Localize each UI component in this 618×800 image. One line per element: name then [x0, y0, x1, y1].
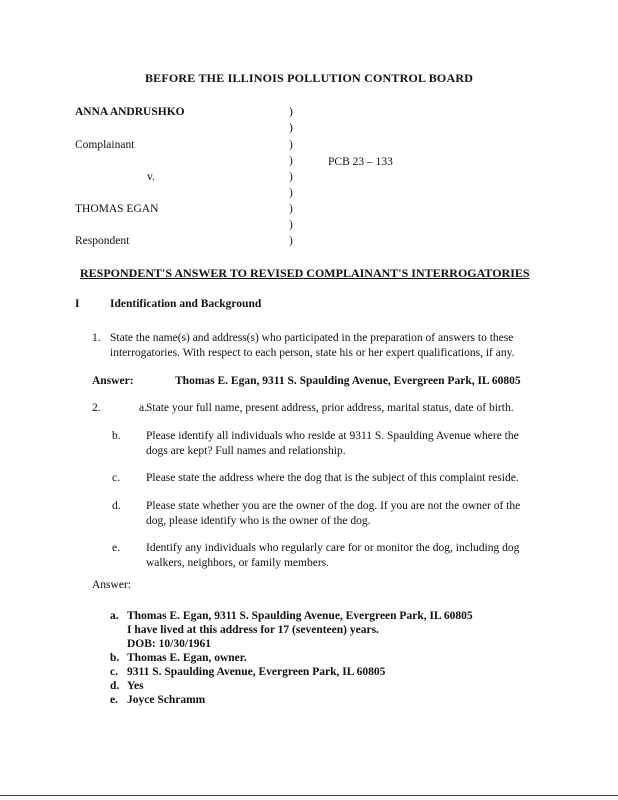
answer-letter: d.	[110, 680, 120, 692]
caption-paren: )	[289, 106, 293, 118]
sub-question-text: walkers, neighbors, or family members.	[146, 557, 329, 569]
sub-question-text: Please state the address where the dog that is the subject of this complaint reside.	[146, 472, 519, 484]
document-title: BEFORE THE ILLINOIS POLLUTION CONTROL BOARD	[144, 71, 474, 85]
answer-text: Yes	[127, 680, 144, 692]
question-number: 1.	[92, 332, 101, 344]
answer-letter: c.	[110, 666, 118, 678]
sub-question-text: dogs are kept? Full names and relationship.	[146, 445, 346, 457]
versus-label: v.	[147, 171, 155, 183]
page-bottom-rule	[0, 795, 618, 796]
answer-text: 9311 S. Spaulding Avenue, Evergreen Park, IL 60805	[127, 666, 386, 678]
section-number: I	[75, 298, 80, 310]
caption-paren: )	[289, 219, 293, 231]
question-number: 2.	[92, 402, 101, 414]
sub-question-text: dog, please identify who is the owner of the dog.	[146, 515, 371, 527]
caption-paren: )	[289, 122, 293, 134]
respondent-role: Respondent	[75, 235, 130, 247]
complainant-role: Complainant	[75, 139, 135, 151]
sub-question-text: Please state whether you are the owner of the dog. If you are not the owner of the	[146, 500, 521, 512]
caption-paren: )	[289, 171, 293, 183]
section-title: Identification and Background	[110, 298, 262, 310]
sub-question-letter: b.	[112, 430, 121, 442]
question-text: interrogatories. With respect to each person, state his or her expert qualifications, if any.	[110, 347, 515, 359]
caption-paren: )	[289, 187, 293, 199]
answer-text: Thomas E. Egan, 9311 S. Spaulding Avenue, Evergreen Park, IL 60805	[127, 610, 473, 622]
answer-letter: e.	[110, 694, 118, 706]
sub-question-letter: a.	[139, 402, 147, 414]
caption-paren: )	[289, 235, 293, 247]
answer-text: Joyce Schramm	[127, 694, 206, 706]
sub-question-text: Identify any individuals who regularly care for or monitor the dog, including dog	[146, 542, 520, 554]
case-number: PCB 23 – 133	[328, 156, 393, 168]
complainant-name: ANNA ANDRUSHKO	[75, 106, 185, 118]
caption-paren: )	[289, 139, 293, 151]
caption-paren: )	[289, 155, 293, 167]
sub-question-letter: d.	[112, 500, 121, 512]
question-text: State the name(s) and address(s) who participated in the preparation of answers to these	[110, 332, 514, 344]
answer-label: Answer:	[92, 375, 134, 387]
document-heading: RESPONDENT'S ANSWER TO REVISED COMPLAINANT'S INTERROGATORIES	[80, 266, 530, 280]
sub-question-text: Please identify all individuals who reside at 9311 S. Spaulding Avenue where the	[146, 430, 519, 442]
answer-label: Answer:	[92, 579, 131, 591]
answer-letter: b.	[110, 652, 120, 664]
respondent-name: THOMAS EGAN	[75, 203, 159, 215]
answer-text: Thomas E. Egan, owner.	[127, 652, 247, 664]
caption-paren: )	[289, 203, 293, 215]
answer-text: Thomas E. Egan, 9311 S. Spaulding Avenue, Evergreen Park, IL 60805	[175, 375, 521, 387]
sub-question-text: State your full name, present address, prior address, marital status, date of birth.	[146, 402, 514, 414]
answer-text: I have lived at this address for 17 (seventeen) years.	[127, 624, 379, 636]
answer-text: DOB: 10/30/1961	[127, 638, 212, 650]
answer-letter: a.	[110, 610, 119, 622]
sub-question-letter: c.	[112, 472, 120, 484]
sub-question-letter: e.	[112, 542, 120, 554]
